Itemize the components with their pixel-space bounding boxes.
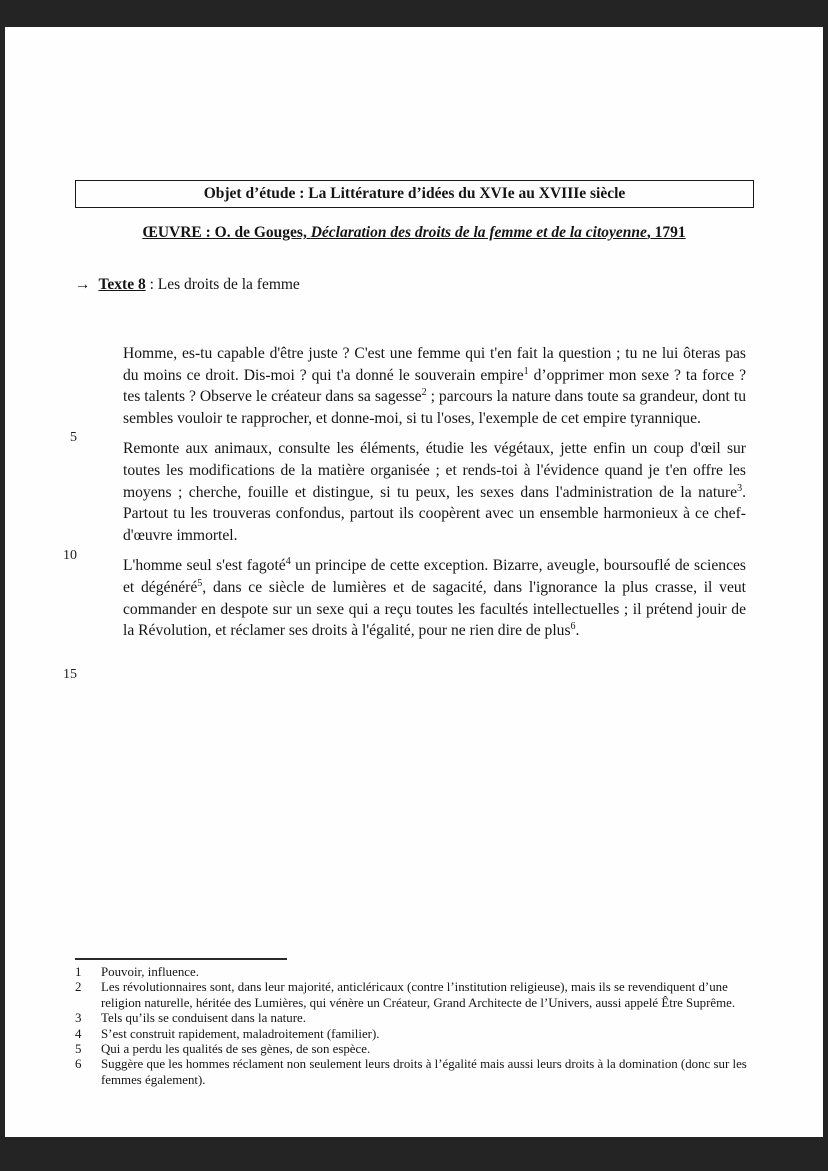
footnote-text: Les révolutionnaires sont, dans leur majorité, anticléricaux (contre l’institution religieuse), mais ils se revendiquent d’une religion naturelle, héritée des Lumières, qui vénère un Créateur, Grand Architecte de l’Univers, aussi appelé Être Suprême. bbox=[101, 980, 736, 1010]
footnote-number: 3 bbox=[75, 1011, 82, 1026]
oeuvre-work-title: Déclaration des droits de la femme et de la citoyenne bbox=[310, 224, 647, 241]
footnote-text: S’est construit rapidement, maladroitement (familier). bbox=[101, 1026, 380, 1041]
footnote-text: Qui a perdu les qualités de ses gènes, de son espèce. bbox=[101, 1042, 371, 1057]
body-text-segment: d’opprimer mon sexe ? ta force ? tes talents ? Observe le créateur dans sa sagesse bbox=[123, 366, 746, 406]
study-object-title: Objet d’étude : La Littérature d’idées du XVIe au XVIIIe siècle bbox=[203, 185, 626, 202]
arrow-icon: → bbox=[75, 276, 91, 293]
footnote bbox=[75, 1057, 761, 1088]
footnote-text: Tels qu’ils se conduisent dans la nature. bbox=[101, 1011, 306, 1026]
body-text bbox=[123, 343, 746, 651]
footnote bbox=[75, 965, 761, 980]
oeuvre-suffix: , 1791 bbox=[646, 224, 686, 241]
body-text-segment: Homme, es-tu capable d'être juste ? C'est une femme qui t'en fait la question ; tu ne lui ôteras pas du moins ce droit. Dis-moi ? qui t'a donné le souverain empire bbox=[123, 345, 746, 384]
footnote-reference: 5 bbox=[197, 577, 203, 589]
body-text-segment: L'homme seul s'est fagoté bbox=[123, 557, 286, 575]
paragraph bbox=[123, 343, 746, 429]
body-text-segment: un principe de cette exception. Bizarre, aveugle, boursouflé de sciences et dégénéré bbox=[123, 557, 746, 596]
footnote-number: 1 bbox=[75, 965, 82, 979]
line-number: 5 bbox=[70, 430, 77, 445]
paragraph bbox=[123, 555, 746, 641]
footnote-number: 6 bbox=[75, 1057, 82, 1072]
texte-label: Texte 8 bbox=[98, 276, 146, 293]
body-text-segment: , dans ce siècle de lumières et de sagacité, dans l'ignorance la plus crasse, il veut commander en despote sur un sexe qui a reçu toutes les facultés intellectuelles ; il prétend jouir de la Révolution, et réclamer ses droits à l'égalité, pour ne rien dire de plus bbox=[123, 578, 746, 640]
footnote-text: Suggère que les hommes réclament non seulement leurs droits à l’égalité mais aussi leurs droits à la domination (donc sur les femmes également). bbox=[101, 1057, 747, 1087]
line-number: 15 bbox=[63, 667, 77, 682]
footnote-separator bbox=[75, 958, 287, 960]
oeuvre-line bbox=[5, 224, 823, 242]
texte-heading bbox=[75, 276, 300, 294]
footnote bbox=[75, 980, 761, 1011]
footnote bbox=[75, 1042, 761, 1057]
footnote-reference: 4 bbox=[285, 556, 291, 568]
texte-subtitle: : Les droits de la femme bbox=[145, 276, 300, 293]
body-text-segment: ; parcours la nature dans toute sa grandeur, dont tu sembles vouloir te rapprocher, et donne-moi, si tu l'oses, l'exemple de cet empire tyrannique. bbox=[123, 388, 747, 427]
study-object-box bbox=[75, 180, 754, 208]
footnote-reference: 1 bbox=[523, 365, 529, 377]
line-number: 10 bbox=[63, 548, 77, 563]
footnote-reference: 6 bbox=[570, 620, 576, 632]
body-text-segment: Remonte aux animaux, consulte les éléments, étudie les végétaux, jette enfin un coup d'œil sur toutes les modifications de la matière organisée ; et rends-toi à l'évidence quand je t'en offre les moyens ; cherche, fouille et distingue, si tu peux, les sexes dans l'administration de la nature bbox=[123, 440, 746, 501]
footnote-reference: 3 bbox=[737, 482, 743, 494]
footnote-number: 5 bbox=[75, 1042, 82, 1057]
footnote-number: 4 bbox=[75, 1026, 82, 1041]
footnotes bbox=[75, 965, 761, 1088]
footnote-number: 2 bbox=[75, 980, 82, 995]
paragraph bbox=[123, 438, 746, 546]
body-text-segment: . bbox=[575, 622, 580, 640]
footnote bbox=[75, 1027, 761, 1042]
oeuvre-underlined-text bbox=[142, 224, 685, 241]
oeuvre-prefix: ŒUVRE : O. de Gouges, bbox=[142, 224, 311, 241]
footnote-reference: 2 bbox=[421, 387, 427, 398]
footnote bbox=[75, 1011, 761, 1026]
body-text-segment: . Partout tu les trouveras confondus, partout ils coopèrent avec un ensemble harmonieux à ce chef-d'œuvre immortel. bbox=[123, 483, 746, 544]
document-page bbox=[5, 27, 823, 1137]
footnote-text: Pouvoir, influence. bbox=[101, 965, 199, 979]
